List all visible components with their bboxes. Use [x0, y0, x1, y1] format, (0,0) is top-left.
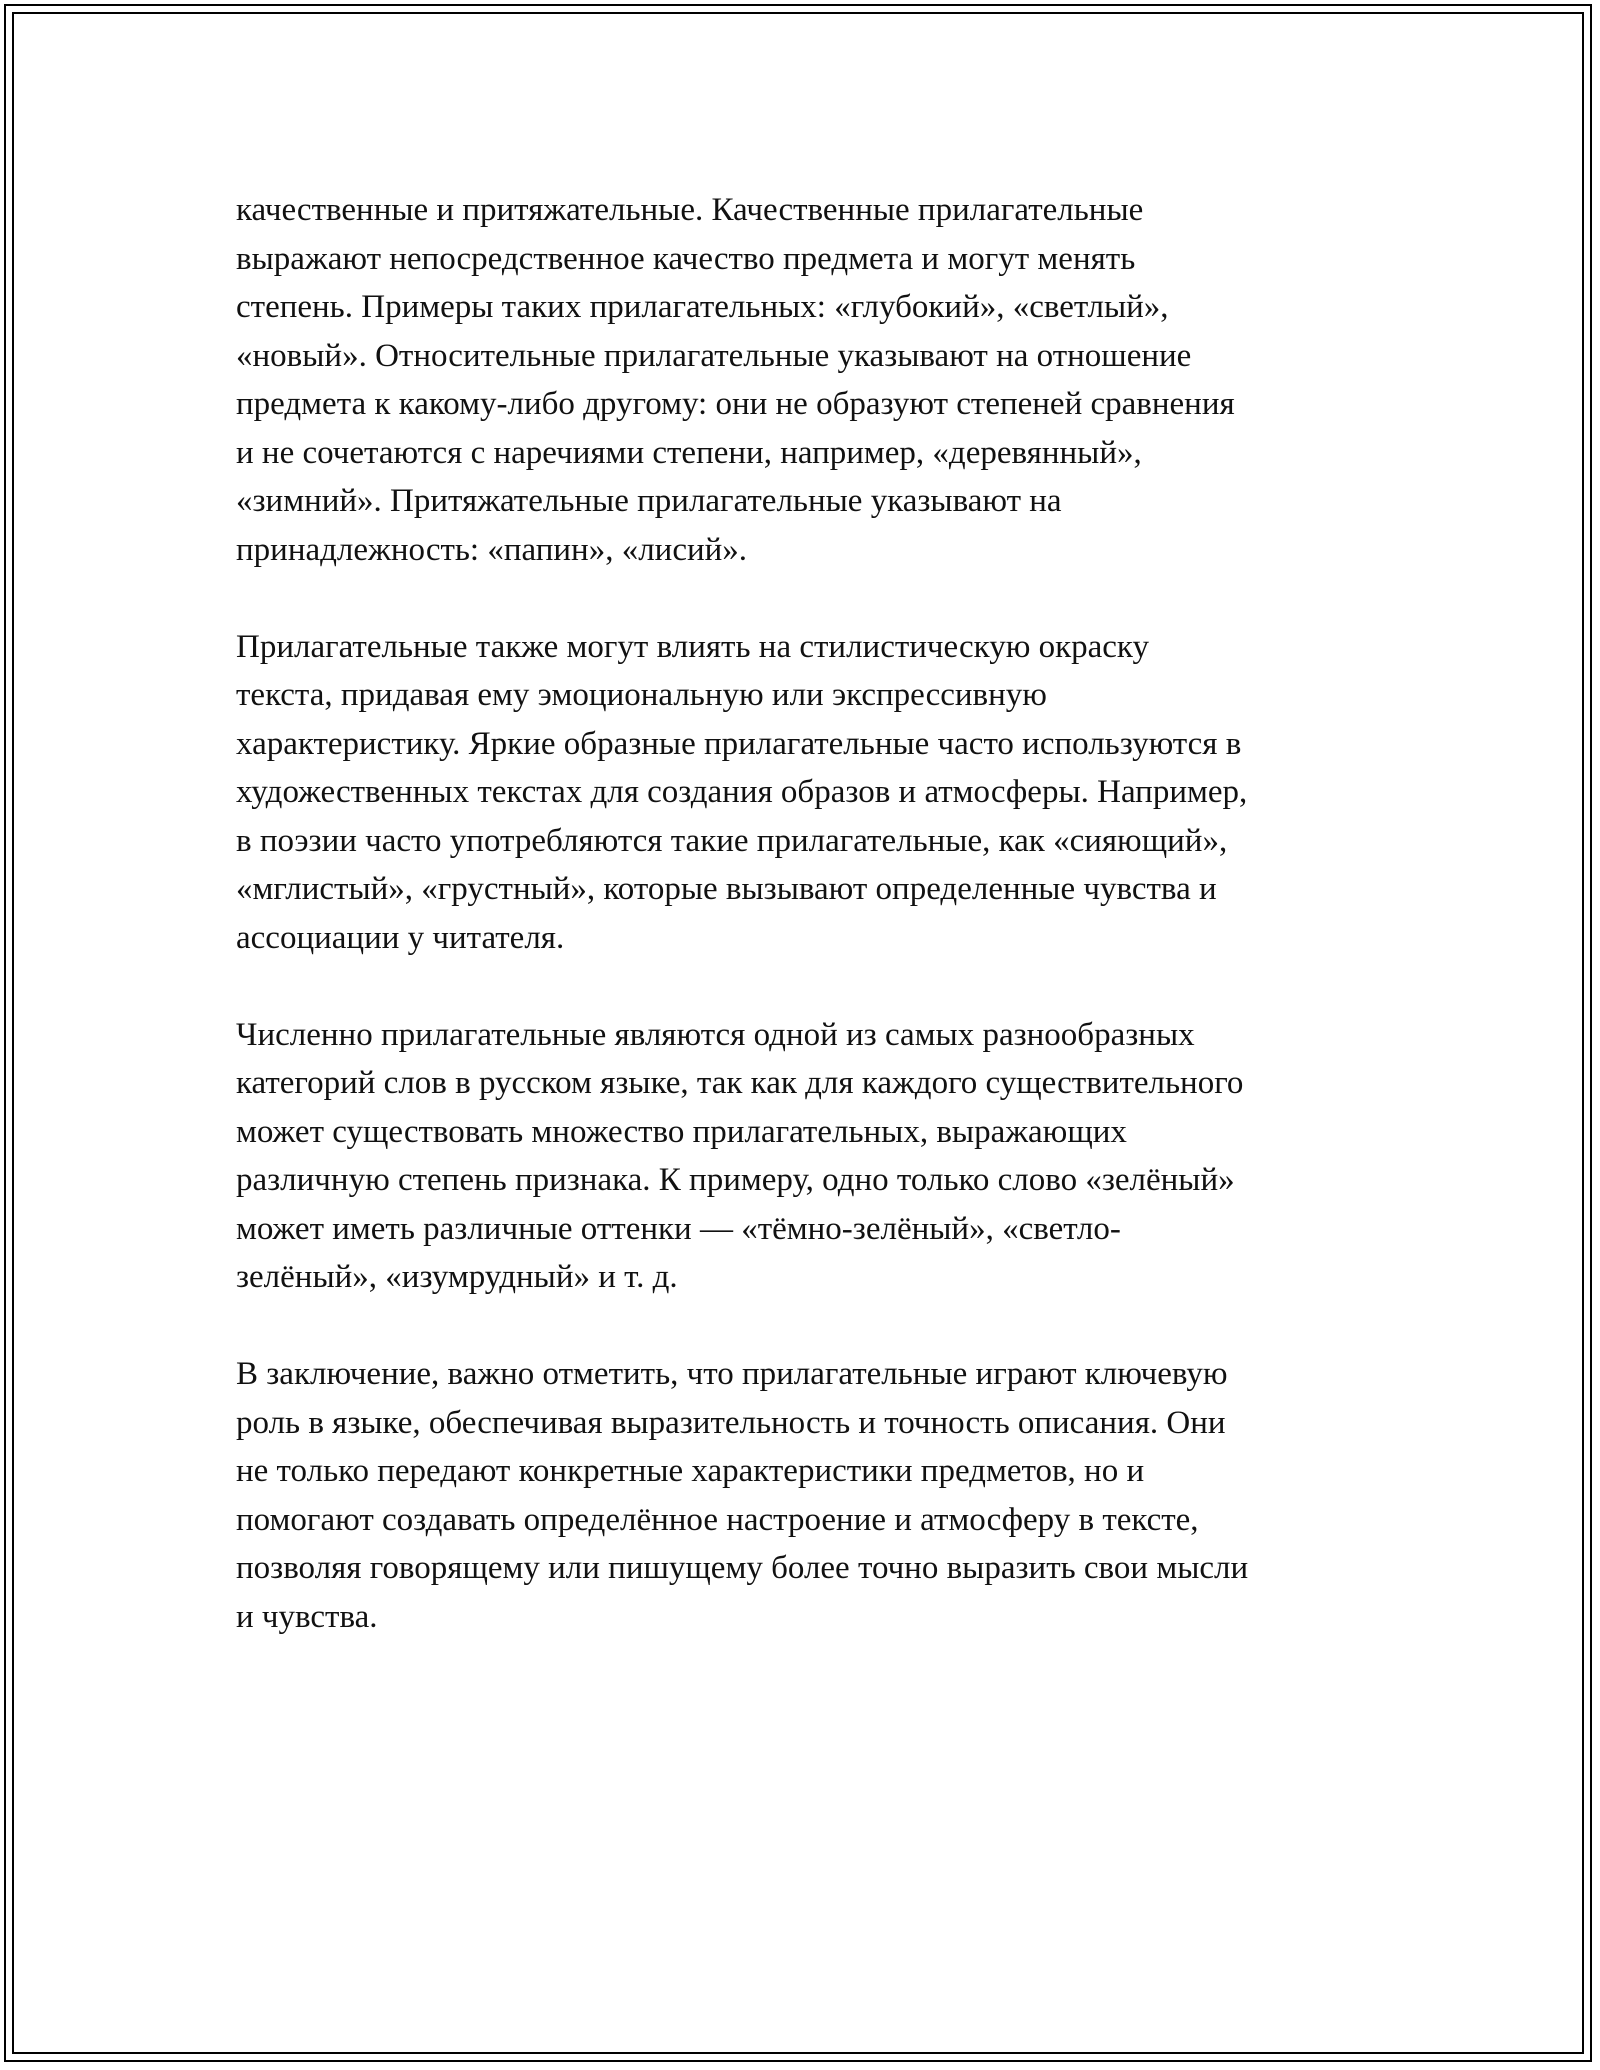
text-line: не только передают конкретные характеристики предметов, но и: [236, 1453, 1145, 1489]
text-line: выражают непосредственное качество предмета и могут менять: [236, 240, 1136, 277]
text-line: Численно прилагательные являются одной из самых разнообразных: [236, 1016, 1195, 1053]
text-line: предмета к какому-либо другому: они не образуют степеней сравнения: [236, 386, 1235, 422]
text-line: «мглистый», «грустный», которые вызывают определенные чувства и: [236, 871, 1217, 907]
text-line: зелёный», «изумрудный» и т. д.: [236, 1259, 678, 1295]
text-line: степень. Примеры таких прилагательных: «глубокий», «светлый»,: [236, 289, 1169, 325]
text-line: текста, придавая ему эмоциональную или экспрессивную: [236, 677, 1047, 713]
text-line: позволяя говорящему или пишущему более точно выразить свои мысли: [236, 1550, 1249, 1586]
text-line: характеристику. Яркие образные прилагательные часто используются в: [236, 725, 1242, 762]
text-line: роль в языке, обеспечивая выразительность и точность описания. Они: [236, 1404, 1226, 1441]
text-line: качественные и притяжательные. Качественные прилагательные: [236, 192, 1144, 228]
text-line: может существовать множество прилагательных, выражающих: [236, 1113, 1127, 1150]
paragraph-4: [236, 1350, 1376, 1641]
text-line: в поэзии часто употребляются такие прилагательные, как «сияющий»,: [236, 822, 1228, 859]
text-line: и не сочетаются с наречиями степени, например, «деревянный»,: [236, 434, 1142, 471]
text-line: ассоциации у читателя.: [236, 919, 565, 956]
paragraph-1: [236, 186, 1376, 574]
text-line: помогают создавать определённое настроение и атмосферу в тексте,: [236, 1501, 1199, 1538]
paragraph-2: [236, 623, 1376, 963]
text-line: «новый». Относительные прилагательные указывают на отношение: [236, 337, 1192, 374]
text-line: «зимний». Притяжательные прилагательные указывают на: [236, 483, 1062, 519]
text-line: категорий слов в русском языке, так как для каждого существительного: [236, 1065, 1244, 1101]
text-line: может иметь различные оттенки — «тёмно-зелёный», «светло-: [236, 1210, 1121, 1247]
text-line: и чувства.: [236, 1598, 378, 1635]
text-line: В заключение, важно отметить, что прилагательные играют ключевую: [236, 1356, 1228, 1392]
paragraph-3: [236, 1011, 1376, 1302]
text-line: принадлежность: «папин», «лисий».: [236, 531, 748, 568]
text-line: Прилагательные также могут влиять на стилистическую окраску: [236, 628, 1149, 665]
text-line: художественных текстах для создания образов и атмосферы. Например,: [236, 774, 1248, 810]
document-body: [236, 186, 1376, 1690]
text-line: различную степень признака. К примеру, одно только слово «зелёный»: [236, 1162, 1235, 1198]
